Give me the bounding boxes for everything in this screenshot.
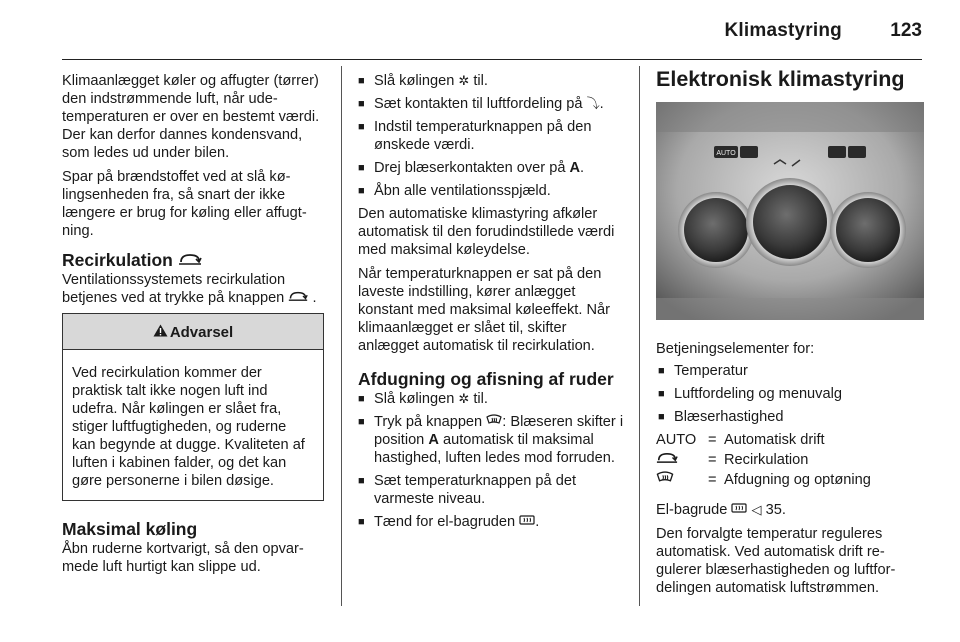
max-cooling-text: Åbn ruderne kortvarigt, så den opvarmede luft hurtigt kan slippe ud. bbox=[62, 541, 304, 575]
list-item: ■ Indstil temperaturknappen på den ønskede værdi. bbox=[358, 118, 624, 154]
recirculation-text: Ventilationssystemets recirkulation betjenes ved at trykke på knappen . bbox=[62, 272, 317, 306]
max-cooling-steps bbox=[358, 72, 624, 200]
rear-defrost-line: El-bagrude ◁ 35. bbox=[656, 502, 786, 518]
windshield-defrost-icon bbox=[656, 471, 708, 489]
list-item: ■ Luftfordeling og menuvalg bbox=[658, 385, 924, 403]
list-item: ■ Sæt temperaturknappen på det varmeste niveau. bbox=[358, 472, 624, 508]
symbol-legend: AUTO = Automatisk drift = Recirkulation = Afdugning og optøning bbox=[656, 431, 924, 489]
page-header bbox=[0, 0, 960, 58]
rear-window-heater-icon bbox=[731, 501, 747, 519]
list-item: ■ Drej blæserkontakten over på A. bbox=[358, 159, 624, 177]
recirculation-heading: Recirkulation bbox=[62, 250, 324, 271]
list-item: ■ Blæserhastighed bbox=[658, 408, 924, 426]
auto-regulation-paragraph: Den forvalgte temperatur reguleres automatisk. Ved automatisk drift regulerer blæserhastigheden og luftfordelingen automatisk luftstrømmen. bbox=[656, 526, 896, 596]
legend-value: Recirkulation bbox=[724, 452, 809, 468]
defrost-steps bbox=[358, 390, 624, 531]
windshield-defrost-icon bbox=[486, 413, 502, 431]
lowest-setting-paragraph: Når temperaturknappen er sat på den laveste indstilling, kører anlægget konstant med maksimal køleeffekt. Når klimaanlægget er slået til, skifter anlægget automatisk til recirkulation. bbox=[358, 266, 610, 354]
intro-paragraph: Klimaanlægget køler og affugter (tørrer) den indstrømmende luft, når udetemperaturen er over en bestemt værdi. Der kan derfor dannes kondensvand, som ledes ud under bilen. bbox=[62, 73, 320, 161]
page-reference-arrow-icon: ◁ bbox=[751, 502, 762, 517]
column-divider-2 bbox=[639, 66, 640, 606]
page-number: 123 bbox=[890, 20, 922, 41]
warning-triangle-icon bbox=[153, 314, 168, 350]
header-rule bbox=[62, 59, 922, 60]
recirculation-icon bbox=[178, 250, 202, 270]
section-heading: Elektronisk klimastyring bbox=[656, 67, 905, 91]
recirculation-icon bbox=[656, 451, 708, 469]
list-item: ■ Sæt kontakten til luftfordeling på ⤵. bbox=[358, 95, 624, 113]
controls-intro: Betjeningselementer for: bbox=[656, 341, 815, 357]
column-1 bbox=[62, 72, 324, 582]
column-3 bbox=[656, 66, 924, 603]
snowflake-icon: ✲ bbox=[458, 391, 470, 406]
list-item: ■ Åbn alle ventilationsspjæld. bbox=[358, 182, 624, 200]
page-title: Klimastyring bbox=[724, 20, 842, 41]
list-item: ■ Tænd for el-bagruden . bbox=[358, 513, 624, 531]
fuel-saving-paragraph: Spar på brændstoffet ved at slå kølingsenheden fra, så snart der ikke længere er brug for køling eller affugtning. bbox=[62, 169, 307, 239]
legend-value: Afdugning og optøning bbox=[724, 472, 871, 488]
rear-window-heater-icon bbox=[519, 513, 535, 531]
air-distribution-icon: ⤵ bbox=[586, 96, 600, 111]
legend-value: Automatisk drift bbox=[724, 432, 825, 448]
list-item: ■ Slå kølingen ✲ til. bbox=[358, 390, 624, 408]
warning-body: Ved recirkulation kommer der praktisk talt ikke nogen luft ind udefra. Når kølingen er slået fra, stiger luftfugtigheden, og ruderne kan begynde at dugge. Kvaliteten af luften i kabinen falder, og det kan gøre personerne i bilen døsige. bbox=[72, 365, 305, 489]
auto-button-label: AUTO bbox=[716, 150, 736, 157]
warning-box bbox=[62, 313, 324, 501]
max-cooling-heading: Maksimal køling bbox=[62, 519, 198, 539]
climate-panel-illustration bbox=[656, 102, 924, 320]
list-item: ■ Tryk på knappen : Blæseren skifter i position A automatisk til maksimal hastighed, luften ledes mod forruden. bbox=[358, 413, 624, 467]
defrost-heading: Afdugning og afisning af ruder bbox=[358, 369, 614, 389]
legend-key-auto: AUTO bbox=[656, 432, 697, 448]
recirculation-icon bbox=[288, 290, 312, 306]
snowflake-icon: ✲ bbox=[458, 73, 470, 88]
auto-cooling-paragraph: Den automatiske klimastyring afkøler automatisk til den forudindstillede værdi med maksimal køleydelse. bbox=[358, 206, 615, 258]
list-item: ■ Temperatur bbox=[658, 362, 924, 380]
controls-list bbox=[658, 362, 924, 426]
warning-header: Advarsel bbox=[63, 314, 323, 350]
column-divider-1 bbox=[341, 66, 342, 606]
climate-control-photo bbox=[656, 102, 924, 320]
column-2 bbox=[358, 72, 624, 536]
list-item: ■ Slå kølingen ✲ til. bbox=[358, 72, 624, 90]
